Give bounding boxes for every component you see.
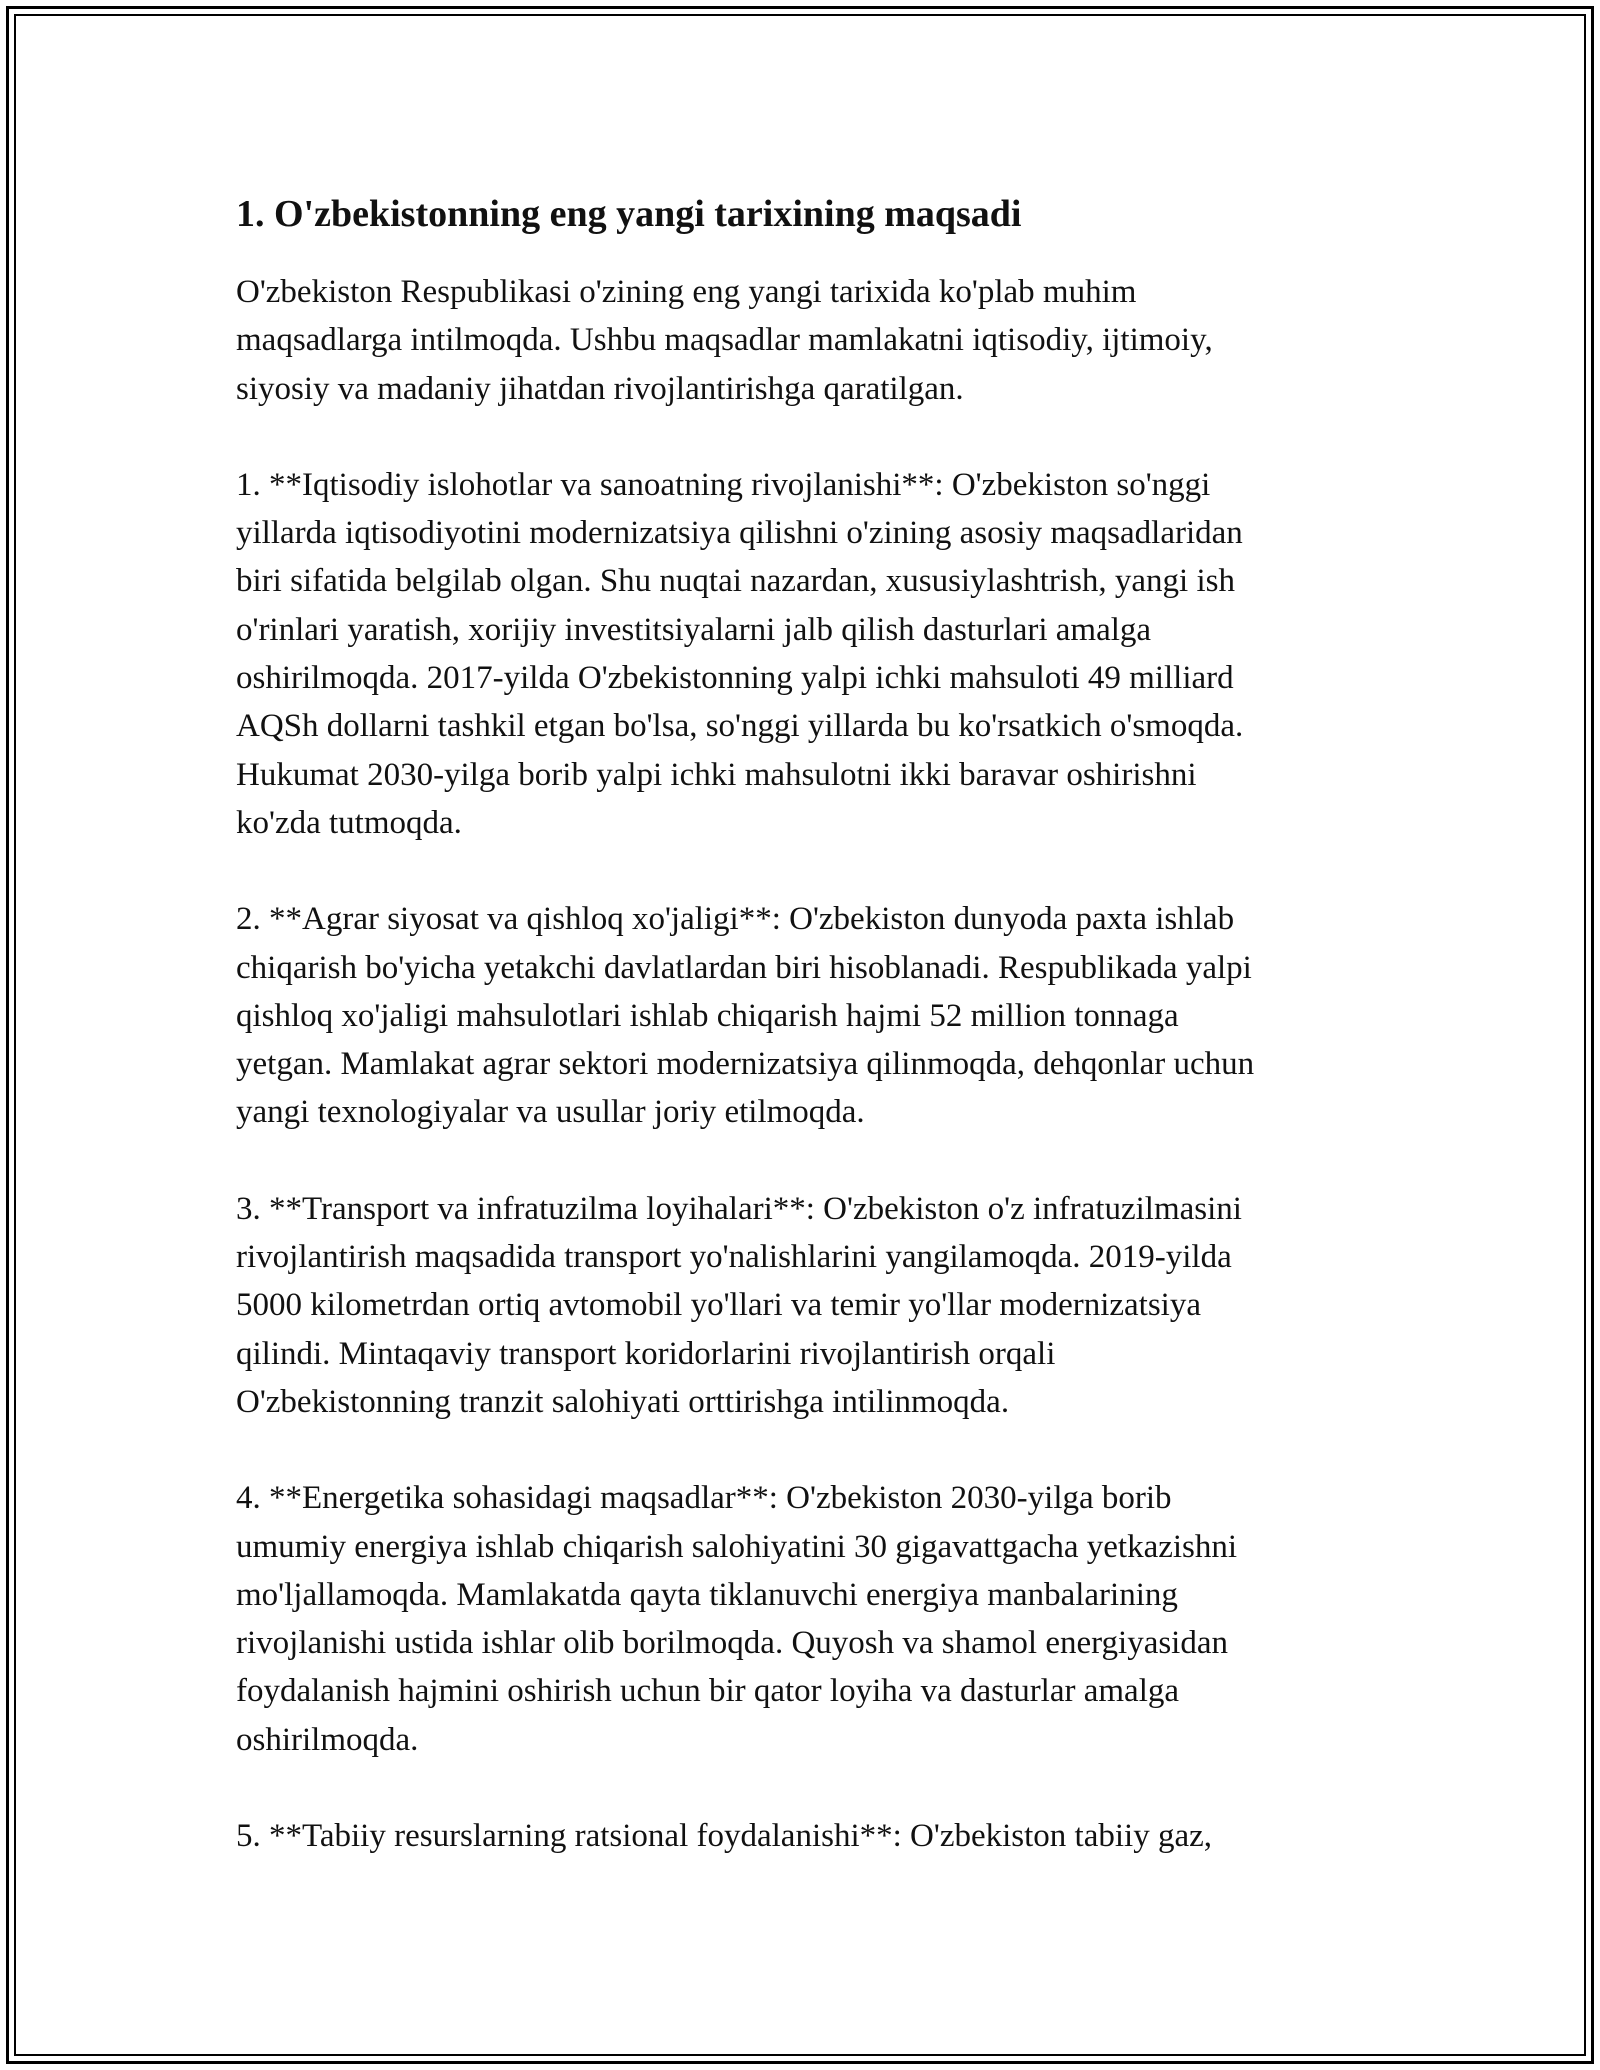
paragraph-natural-resources: 5. **Tabiiy resurslarning ratsional foydalanishi**: O'zbekiston tabiiy gaz, — [236, 1818, 1212, 1855]
document-body — [236, 188, 1386, 1908]
intro-paragraph: O'zbekiston Respublikasi o'zining eng yangi tarixida ko'plab muhim maqsadlarga intilmoqda. Ushbu maqsadlar mamlakatni iqtisodiy, ijtimoiy, siyosiy va madaniy jihatdan rivojlantirishga qaratilgan. — [236, 274, 1213, 407]
paragraph-energy-goals: 4. **Energetika sohasidagi maqsadlar**: O'zbekiston 2030-yilga borib umumiy energiya ishlab chiqarish salohiyatini 30 gigavattgacha yetkazishni mo'ljallamoqda. Mamlakatda qayta tiklanuvchi energiya manbalarining rivojlanishi ustida ishlar olib borilmoqda. Quyosh va shamol energiyasidan foydalanish hajmini oshirish uchun bir qator loyiha va dasturlar amalga oshirilmoqda. — [236, 1480, 1238, 1758]
document-title: 1. O'zbekistonning eng yangi tarixining maqsadi — [236, 193, 1022, 235]
paragraph-agrarian-policy: 2. **Agrar siyosat va qishloq xo'jaligi**: O'zbekiston dunyoda paxta ishlab chiqarish bo'yicha yetakchi davlatlardan biri hisoblanadi. Respublikada yalpi qishloq xo'jaligi mahsulotlari ishlab chiqarish hajmi 52 million tonnaga yetgan. Mamlakat agrar sektori modernizatsiya qilinmoqda, dehqonlar uchun yangi texnologiyalar va usullar joriy etilmoqda. — [236, 901, 1255, 1131]
paragraph-economic-reforms: 1. **Iqtisodiy islohotlar va sanoatning rivojlanishi**: O'zbekiston so'nggi yillarda iqtisodiyotini modernizatsiya qilishni o'zining asosiy maqsadlaridan biri sifatida belgilab olgan. Shu nuqtai nazardan, xususiylashtrish, yangi ish o'rinlari yaratish, xorijiy investitsiyalarni jalb qilish dasturlari amalga oshirilmoqda. 2017-yilda O'zbekistonning yalpi ichki mahsuloti 49 milliard AQSh dollarni tashkil etgan bo'lsa, so'nggi yillarda bu ko'rsatkich o'smoqda. Hukumat 2030-yilga borib yalpi ichki mahsulotni ikki baravar oshirishni ko'zda tutmoqda. — [236, 466, 1244, 841]
paragraph-transport-infrastructure: 3. **Transport va infratuzilma loyihalari**: O'zbekiston o'z infratuzilmasini rivojlantirish maqsadida transport yo'nalishlarini yangilamoqda. 2019-yilda 5000 kilometrdan ortiq avtomobil yo'llari va temir yo'llar modernizatsiya qilindi. Mintaqaviy transport koridorlarini rivojlantirish orqali O'zbekistonning tranzit salohiyati orttirishga intilinmoqda. — [236, 1190, 1242, 1420]
